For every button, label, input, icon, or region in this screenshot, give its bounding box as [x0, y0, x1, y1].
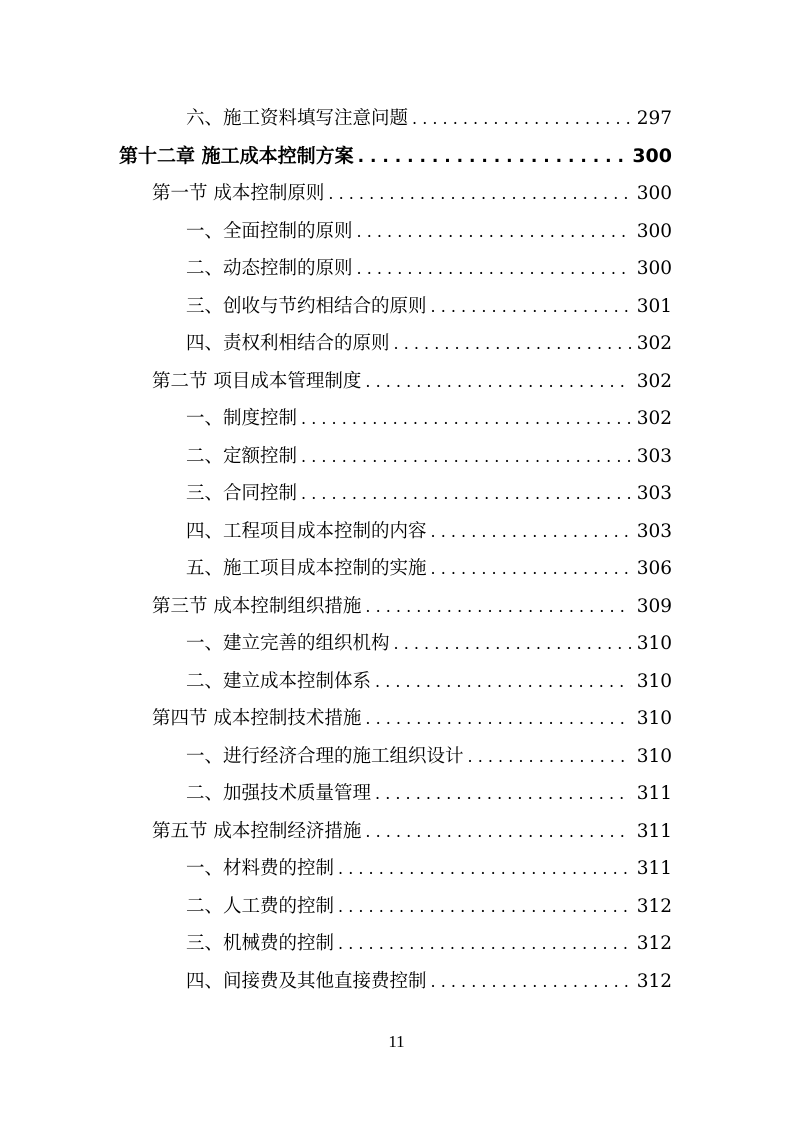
toc-entry-page: 302 [636, 333, 672, 354]
dot-leader [431, 288, 631, 326]
dot-leader [301, 475, 631, 513]
dot-leader [431, 513, 631, 551]
toc-entry-page: 302 [636, 408, 672, 429]
toc-entry-title: 四、间接费及其他直接费控制 [186, 970, 427, 992]
dot-leader [375, 663, 631, 701]
toc-entry-title: 三、合同控制 [186, 483, 298, 504]
toc-section-entry[interactable] [152, 700, 672, 738]
toc-entry-title: 第一节 成本控制原则 [152, 183, 325, 204]
toc-entry[interactable] [186, 925, 672, 963]
toc-row [0, 475, 793, 513]
toc-entry[interactable] [186, 738, 672, 776]
toc-section-entry[interactable] [152, 813, 672, 851]
toc-entry-page: 311 [636, 820, 672, 842]
toc-row [0, 625, 793, 663]
dot-leader [431, 550, 631, 588]
dot-leader [412, 100, 631, 138]
toc-row [0, 363, 793, 401]
toc-entry-page: 301 [636, 295, 672, 317]
toc-entry-page: 310 [636, 670, 672, 692]
toc-entry-page: 310 [636, 745, 672, 767]
toc-entry-page: 300 [636, 183, 672, 204]
toc-entry-title: 一、材料费的控制 [186, 858, 335, 879]
dot-leader [301, 400, 631, 438]
toc-entry[interactable] [186, 550, 672, 588]
toc-entry-title: 一、制度控制 [186, 408, 298, 429]
toc-section-entry[interactable] [152, 363, 672, 401]
toc-entry[interactable] [186, 400, 672, 438]
toc-row [0, 663, 793, 701]
toc-entry-title: 二、定额控制 [186, 445, 298, 467]
toc-row [0, 213, 793, 251]
dot-leader [301, 438, 631, 476]
dot-leader [357, 213, 631, 251]
toc-entry-page: 309 [636, 595, 672, 617]
toc-entry-title: 第三节 成本控制组织措施 [152, 595, 362, 617]
toc-entry-title: 第四节 成本控制技术措施 [152, 708, 362, 729]
toc-chapter-entry[interactable] [119, 138, 672, 177]
dot-leader [358, 139, 627, 177]
dot-leader [365, 700, 630, 738]
toc-entry-page: 300 [632, 144, 672, 167]
toc-entry[interactable] [186, 963, 672, 1001]
toc-row [0, 963, 793, 1001]
toc-row [0, 888, 793, 926]
toc-entry-page: 297 [636, 108, 672, 129]
dot-leader [365, 363, 630, 401]
dot-leader [328, 175, 630, 213]
toc-entry-page: 303 [636, 445, 672, 467]
toc-entry-page: 312 [636, 933, 672, 954]
toc-entry-title: 四、责权利相结合的原则 [186, 333, 390, 354]
dot-leader [338, 850, 631, 888]
toc-row [0, 175, 793, 213]
table-of-contents [0, 100, 793, 1000]
toc-entry-title: 第五节 成本控制经济措施 [152, 820, 362, 842]
dot-leader [357, 250, 631, 288]
toc-entry-title: 三、创收与节约相结合的原则 [186, 295, 427, 317]
dot-leader [365, 588, 630, 626]
toc-entry-page: 311 [636, 858, 672, 879]
dot-leader [394, 325, 631, 363]
toc-entry-title: 第十二章 施工成本控制方案 [119, 144, 354, 167]
toc-row [0, 550, 793, 588]
toc-entry-page: 312 [636, 970, 672, 992]
toc-row [0, 850, 793, 888]
toc-entry-title: 二、动态控制的原则 [186, 258, 353, 279]
toc-entry[interactable] [186, 475, 672, 513]
toc-row [0, 700, 793, 738]
toc-entry-page: 300 [636, 220, 672, 242]
toc-entry-page: 306 [636, 558, 672, 579]
toc-row [0, 775, 793, 813]
toc-row [0, 288, 793, 326]
dot-leader [375, 775, 631, 813]
dot-leader [394, 625, 631, 663]
toc-entry[interactable] [186, 213, 672, 251]
toc-entry-title: 第二节 项目成本管理制度 [152, 370, 362, 392]
toc-entry-title: 一、全面控制的原则 [186, 220, 353, 242]
toc-entry-page: 300 [636, 258, 672, 279]
toc-entry-title: 一、建立完善的组织机构 [186, 633, 390, 654]
toc-entry[interactable] [186, 663, 672, 701]
dot-leader [365, 813, 630, 851]
toc-section-entry[interactable] [152, 588, 672, 626]
toc-entry[interactable] [186, 250, 672, 288]
toc-entry[interactable] [186, 513, 672, 551]
toc-entry-title: 二、加强技术质量管理 [186, 783, 372, 804]
toc-entry-title: 六、施工资料填写注意问题 [186, 108, 409, 129]
toc-entry-title: 二、人工费的控制 [186, 895, 335, 917]
toc-entry-page: 311 [636, 783, 672, 804]
toc-row [0, 138, 793, 176]
toc-entry-page: 310 [636, 633, 672, 654]
toc-section-entry[interactable] [152, 175, 672, 213]
toc-entry-page: 303 [636, 483, 672, 504]
toc-entry-title: 四、工程项目成本控制的内容 [186, 520, 427, 542]
toc-entry[interactable] [186, 888, 672, 926]
dot-leader [431, 963, 631, 1001]
toc-row [0, 250, 793, 288]
toc-row [0, 925, 793, 963]
toc-entry[interactable] [186, 438, 672, 476]
toc-entry[interactable] [186, 850, 672, 888]
toc-row [0, 100, 793, 138]
toc-entry-page: 302 [636, 370, 672, 392]
dot-leader [468, 738, 631, 776]
toc-entry-title: 二、建立成本控制体系 [186, 670, 372, 692]
toc-entry[interactable] [186, 100, 672, 138]
toc-entry[interactable] [186, 325, 672, 363]
toc-row [0, 325, 793, 363]
toc-entry-title: 五、施工项目成本控制的实施 [186, 558, 427, 579]
toc-entry[interactable] [186, 625, 672, 663]
toc-entry[interactable] [186, 288, 672, 326]
dot-leader [338, 888, 631, 926]
page-number: 11 [388, 1032, 405, 1051]
toc-entry-title: 一、进行经济合理的施工组织设计 [186, 745, 464, 767]
toc-row [0, 588, 793, 626]
toc-row [0, 738, 793, 776]
toc-entry-page: 310 [636, 708, 672, 729]
toc-row [0, 513, 793, 551]
toc-row [0, 438, 793, 476]
dot-leader [338, 925, 631, 963]
toc-row [0, 400, 793, 438]
toc-entry[interactable] [186, 775, 672, 813]
toc-entry-title: 三、机械费的控制 [186, 933, 335, 954]
toc-entry-page: 303 [636, 520, 672, 542]
toc-entry-page: 312 [636, 895, 672, 917]
toc-row [0, 813, 793, 851]
